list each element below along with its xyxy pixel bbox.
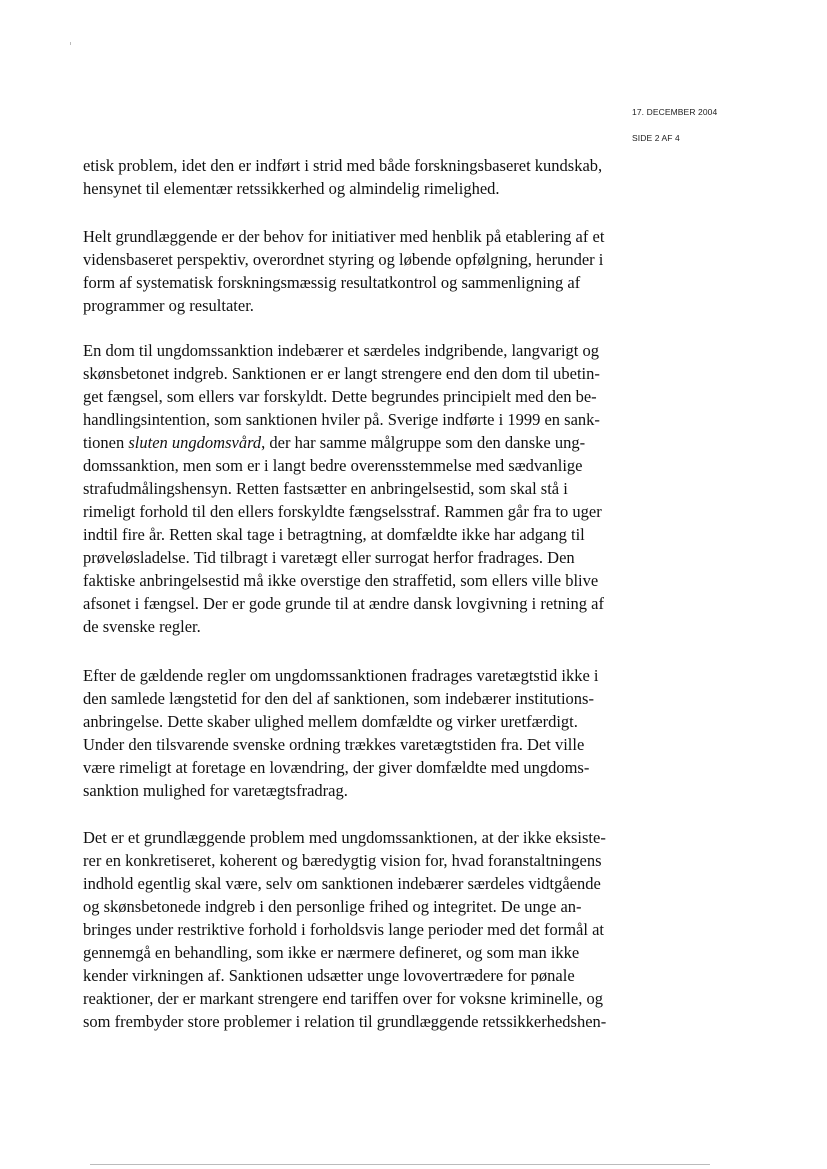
text-line: get fængsel, som ellers var forskyldt. Dette begrundes principielt med den be-: [83, 387, 597, 406]
text-line: reaktioner, der er markant strengere end tariffen over for voksne kriminelle, og: [83, 989, 603, 1008]
text-line: sanktion mulighed for varetægtsfradrag.: [83, 781, 348, 800]
paragraph: [83, 154, 643, 200]
text-line: handlingsintention, som sanktionen hviler på. Sverige indførte i 1999 en sank-: [83, 410, 600, 429]
text-line: Det er et grundlæggende problem med ungdomssanktionen, at der ikke eksiste-: [83, 828, 606, 847]
text-line: Efter de gældende regler om ungdomssanktionen fradrages varetægtstid ikke i: [83, 666, 599, 685]
header-date: 17. DECEMBER 2004: [632, 107, 718, 117]
text-line: gennemgå en behandling, som ikke er nærmere defineret, og som man ikke: [83, 943, 580, 962]
text-line: strafudmålingshensyn. Retten fastsætter en anbringelsestid, som skal stå i: [83, 479, 568, 498]
text-line: de svenske regler.: [83, 617, 201, 636]
text-line: rimeligt forhold til den ellers forskyldte fængselsstraf. Rammen går fra to uger: [83, 502, 602, 521]
paragraph: [83, 339, 643, 638]
text-line: form af systematisk forskningsmæssig resultatkontrol og sammenligning af: [83, 273, 581, 292]
text-line: rer en konkretiseret, koherent og bæredygtig vision for, hvad foranstaltningens: [83, 851, 602, 870]
text-line: hensynet til elementær retssikkerhed og almindelig rimelighed.: [83, 179, 500, 198]
text-line: indhold egentlig skal være, selv om sanktionen indebærer særdeles vidtgående: [83, 874, 601, 893]
scan-speck: [70, 42, 71, 45]
text-line: kender virkningen af. Sanktionen udsætter unge lovovertrædere for pønale: [83, 966, 575, 985]
header-page-number: SIDE 2 AF 4: [632, 133, 680, 143]
text-line: programmer og resultater.: [83, 296, 254, 315]
text-line: Under den tilsvarende svenske ordning trækkes varetægtstiden fra. Det ville: [83, 735, 585, 754]
footer-rule: [90, 1164, 710, 1165]
text-line: En dom til ungdomssanktion indebærer et særdeles indgribende, langvarigt og: [83, 341, 599, 360]
text-line: afsonet i fængsel. Der er gode grunde til at ændre dansk lovgivning i retning af: [83, 594, 604, 613]
paragraph: [83, 826, 643, 1033]
text-line: bringes under restriktive forhold i forholdsvis lange perioder med det formål at: [83, 920, 604, 939]
text-line: etisk problem, idet den er indført i strid med både forskningsbaseret kundskab,: [83, 156, 603, 175]
text-line: faktiske anbringelsestid må ikke overstige den straffetid, som ellers ville blive: [83, 571, 599, 590]
text-line: være rimeligt at foretage en lovændring, der giver domfældte med ungdoms-: [83, 758, 590, 777]
text-line: anbringelse. Dette skaber ulighed mellem domfældte og virker uretfærdigt.: [83, 712, 578, 731]
text-line: som frembyder store problemer i relation til grundlæggende retssikkerhedshen-: [83, 1012, 607, 1031]
text-line: skønsbetonet indgreb. Sanktionen er er langt strengere end den dom til ubetin-: [83, 364, 600, 383]
paragraph: [83, 225, 643, 317]
text-line: domssanktion, men som er i langt bedre overensstemmelse med sædvanlige: [83, 456, 583, 475]
paragraph: [83, 664, 643, 802]
text-line: vidensbaseret perspektiv, overordnet styring og løbende opfølgning, herunder i: [83, 250, 604, 269]
text-line: Helt grundlæggende er der behov for initiativer med henblik på etablering af et: [83, 227, 605, 246]
text-line: tionen sluten ungdomsvård, der har samme målgruppe som den danske ung-: [83, 433, 586, 452]
text-line: og skønsbetonede indgreb i den personlige frihed og integritet. De unge an-: [83, 897, 582, 916]
text-line: den samlede længstetid for den del af sanktionen, som indebærer institutions-: [83, 689, 594, 708]
text-line: prøveløsladelse. Tid tilbragt i varetægt eller surrogat herfor fradrages. Den: [83, 548, 575, 567]
text-line: indtil fire år. Retten skal tage i betragtning, at domfældte ikke har adgang til: [83, 525, 585, 544]
italic-term: sluten ungdomsvård: [128, 433, 262, 452]
